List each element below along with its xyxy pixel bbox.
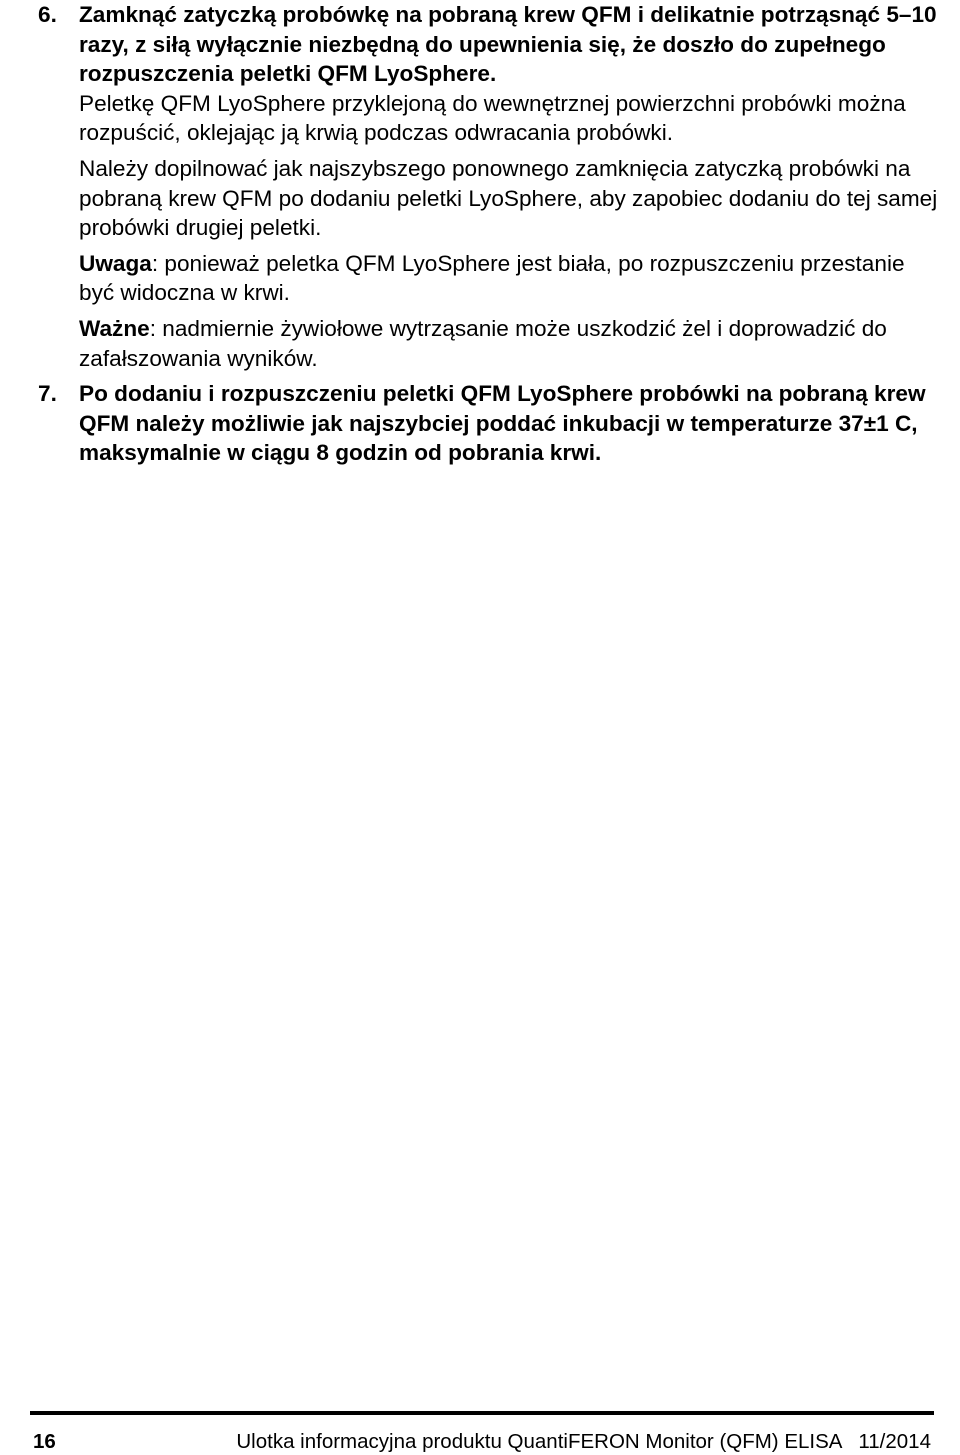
note-label: Uwaga [79,250,152,276]
step-7 [38,379,938,468]
step-paragraph: Peletkę QFM LyoSphere przyklejoną do wewnętrznej powierzchni probówki można rozpuścić, oklejając ją krwią podczas odwracania probówki. [79,90,906,146]
important-label: Ważne [79,315,150,341]
footer-divider [30,1411,934,1415]
step-number: 7. [38,381,57,407]
step-number: 6. [38,2,57,27]
step-6 [38,0,938,373]
page-number: 16 [33,1430,56,1453]
important-paragraph [79,314,938,373]
note-text: : ponieważ peletka QFM LyoSphere jest biała, po rozpuszczeniu przestanie być widoczna w krwi. [79,250,905,306]
important-text: : nadmiernie żywiołowe wytrząsanie może uszkodzić żel i doprowadzić do zafałszowania wyników. [79,315,887,371]
note-paragraph [79,249,938,308]
footer-title: Ulotka informacyjna produktu QuantiFERON Monitor (QFM) ELISA 11/2014 [236,1430,931,1453]
document-body [38,0,938,468]
step-paragraph: Należy dopilnować jak najszybszego ponownego zamknięcia zatyczką probówki na pobraną krew QFM po dodaniu peletki LyoSphere, aby zapobiec dodaniu do tej samej probówki drugiej peletki. [79,155,938,241]
step-heading: Zamknąć zatyczką probówkę na pobraną krew QFM i delikatnie potrząsnąć 5–10 razy, z siłą wyłącznie niezbędną do upewnienia się, że doszło do zupełnego rozpuszczenia peletki QFM LyoSphere. [79,2,937,87]
step-heading: Po dodaniu i rozpuszczeniu peletki QFM LyoSphere probówki na pobraną krew QFM należy możliwie jak najszybciej poddać inkubacji w temperaturze 37±1 C, maksymalnie w ciągu 8 godzin od pobrania krwi. [79,381,926,466]
